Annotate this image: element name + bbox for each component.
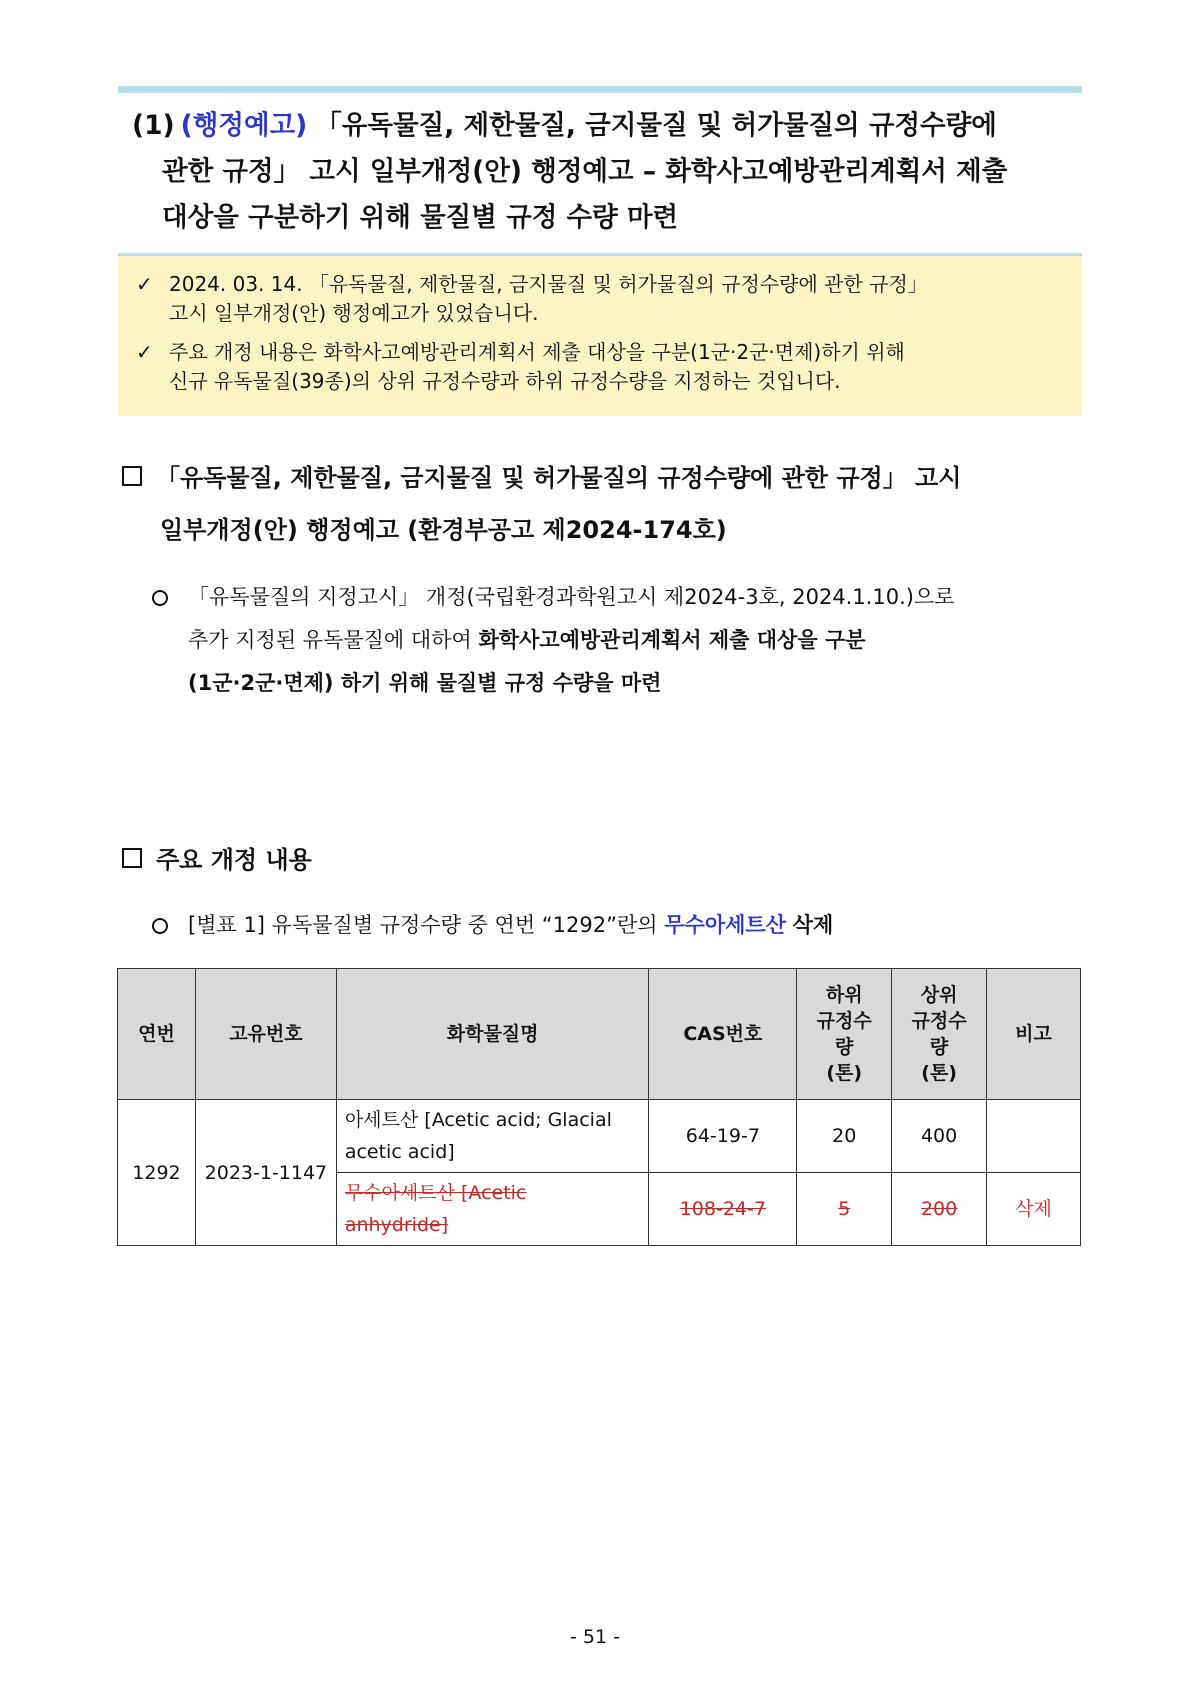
checkbox-square-icon	[122, 466, 142, 486]
table-row	[118, 1100, 1081, 1173]
cell-name-line1: 무수아세트산 [Acetic	[344, 1182, 527, 1204]
section-1-heading	[122, 452, 1082, 556]
lower-header-l3: 량	[835, 1036, 854, 1058]
checkmark-icon: ✓	[136, 340, 153, 364]
title-top-bar	[118, 86, 1082, 93]
col-header-upper	[892, 969, 987, 1100]
cell-lower: 20	[797, 1100, 892, 1173]
cell-note	[987, 1173, 1081, 1246]
summary-item	[134, 338, 1070, 396]
cell-cas-text: 108-24-7	[679, 1198, 766, 1220]
col-header-lower	[797, 969, 892, 1100]
cell-name	[336, 1173, 649, 1246]
col-header-id: 고유번호	[195, 969, 336, 1100]
bullet-line2	[152, 619, 1082, 662]
summary-item-line1: 2024. 03. 14. 「유독물질, 제한물질, 금지물질 및 허가물질의 규정수량에 관한 규정」	[169, 272, 928, 296]
title-line1: 「유독물질, 제한물질, 금지물질 및 허가물질의 규정수량에	[315, 110, 997, 141]
lower-header-l4: (톤)	[826, 1062, 863, 1084]
upper-header-l2: 규정수	[911, 1010, 967, 1032]
summary-item-line2: 신규 유독물질(39종)의 상위 규정수량과 하위 규정수량을 지정하는 것입니다.	[169, 369, 841, 393]
section-2-bullet	[152, 904, 1082, 947]
cell-upper: 400	[892, 1100, 987, 1173]
circle-bullet-icon	[152, 918, 168, 934]
upper-header-l3: 량	[929, 1036, 949, 1058]
cell-note-text: 삭제	[1015, 1198, 1052, 1220]
title-line2: 관한 규정」 고시 일부개정(안) 행정예고 – 화학사고예방관리계획서 제출	[162, 156, 1008, 187]
title-tag: (행정예고)	[180, 110, 308, 141]
section-2-title: 주요 개정 내용	[156, 846, 312, 874]
upper-header-l1: 상위	[920, 984, 958, 1006]
title-prefix: (1)	[132, 110, 175, 141]
regulation-table	[117, 968, 1081, 1246]
circle-bullet-icon	[152, 590, 168, 606]
bullet-line2-bold: 화학사고예방관리계획서 제출 대상을 구분	[478, 628, 866, 652]
bullet-line2-plain: 추가 지정된 유독물질에 대하여	[188, 628, 472, 652]
summary-item-line2: 고시 일부개정(안) 행정예고가 있었습니다.	[169, 301, 539, 325]
col-header-cas: CAS번호	[649, 969, 797, 1100]
col-header-no: 연번	[118, 969, 196, 1100]
section-1-line1: 「유독물질, 제한물질, 금지물질 및 허가물질의 규정수량에 관한 규정」 고시	[156, 464, 962, 492]
cell-id: 2023-1-1147	[195, 1100, 336, 1246]
section-2	[122, 834, 1082, 886]
upper-header-l4: (톤)	[921, 1062, 957, 1084]
cell-name-line2: anhydride]	[344, 1214, 449, 1236]
summary-item-line1: 주요 개정 내용은 화학사고예방관리계획서 제출 대상을 구분(1군·2군·면제)하기 위해	[169, 340, 905, 364]
bullet-line3: (1군·2군·면제) 하기 위해 물질별 규정 수량을 마련	[188, 671, 662, 695]
bullet-plain: [별표 1] 유독물질별 규정수량 중 연번 “1292”란의	[188, 913, 658, 937]
title-box	[118, 86, 1082, 260]
lower-header-l2: 규정수	[816, 1010, 872, 1032]
bullet-line1: 「유독물질의 지정고시」 개정(국립환경과학원고시 제2024-3호, 2024.1.10.)으로	[188, 585, 955, 609]
table-header-row	[118, 969, 1081, 1100]
cell-cas	[649, 1173, 797, 1246]
section-2-heading	[122, 834, 1082, 886]
page-title	[118, 103, 1082, 241]
col-header-name: 화학물질명	[336, 969, 649, 1100]
page-number: - 51 -	[570, 1626, 620, 1648]
cell-cas: 64-19-7	[649, 1100, 797, 1173]
cell-no: 1292	[118, 1100, 196, 1246]
col-header-note: 비고	[987, 969, 1081, 1100]
cell-name-line2: acetic acid]	[344, 1141, 455, 1163]
bullet-tail: 삭제	[792, 913, 834, 937]
section-1	[122, 452, 1082, 556]
cell-upper-text: 200	[920, 1198, 958, 1220]
checkbox-square-icon	[122, 848, 142, 868]
cell-name-line1: 아세트산 [Acetic acid; Glacial	[344, 1109, 612, 1131]
cell-note	[987, 1100, 1081, 1173]
bullet-highlight: 무수아세트산	[664, 913, 786, 937]
section-1-bullet	[152, 576, 1082, 705]
section-1-line2: 일부개정(안) 행정예고 (환경부공고 제2024-174호)	[160, 516, 727, 544]
lower-header-l1: 하위	[825, 984, 863, 1006]
summary-box	[118, 256, 1082, 416]
title-line3: 대상을 구분하기 위해 물질별 규정 수량 마련	[162, 202, 679, 233]
cell-lower-text: 5	[838, 1198, 851, 1220]
summary-item	[134, 270, 1070, 328]
cell-upper	[892, 1173, 987, 1246]
cell-name	[336, 1100, 649, 1173]
checkmark-icon: ✓	[136, 272, 153, 296]
cell-lower	[797, 1173, 892, 1246]
